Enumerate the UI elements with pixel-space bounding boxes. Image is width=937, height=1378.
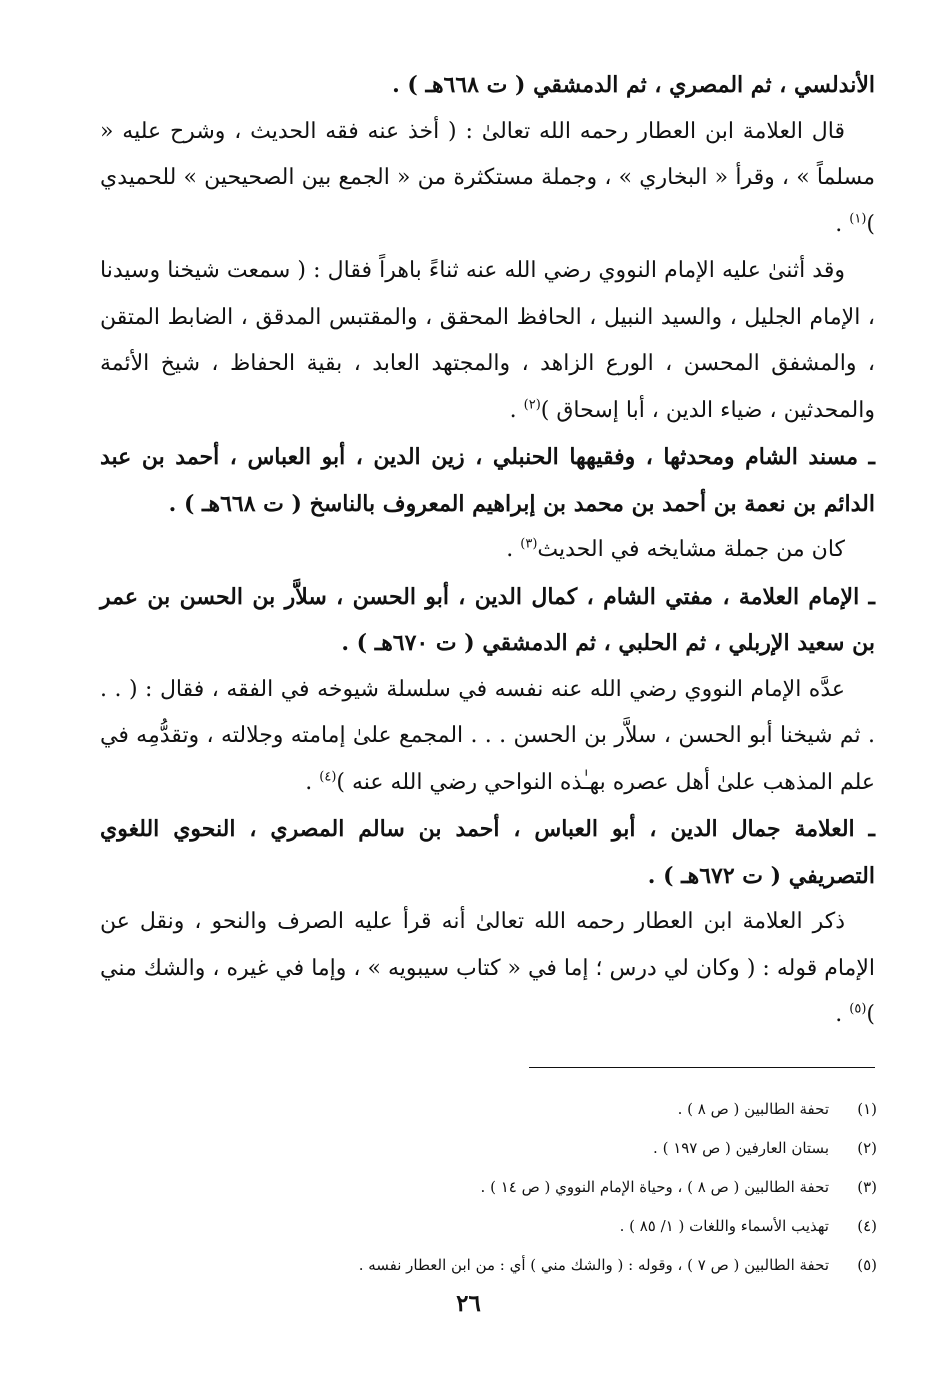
footnote-number: (٢): [857, 1139, 877, 1157]
paragraph-4: [100, 434, 875, 527]
paragraph-2: [100, 109, 875, 249]
footnote-ref-5[interactable]: (٥): [849, 1001, 867, 1017]
paragraph-9-end: .: [835, 1002, 850, 1027]
paragraph-7-end: .: [305, 769, 320, 795]
paragraph-5-text: كان من جملة مشايخه في الحديث: [537, 537, 845, 562]
footnote-4: [277, 1207, 877, 1246]
paragraph-2-text: قال العلامة ابن العطار رحمه الله تعالىٰ : ( أخذ عنه فقه الحديث ، وشرح عليه « مسلماً » ، وقرأ « البخاري » ، وجملة مستكثرة من « الجمع بين الصحيحين » للحميدي ): [100, 118, 875, 237]
paragraph-7: [100, 667, 875, 807]
footnote-text: بستان العارفين ( ص ١٩٧ ) .: [653, 1139, 829, 1157]
paragraph-5: [100, 527, 875, 574]
footnote-3: [277, 1168, 877, 1207]
paragraph-8-text: ـ العلامة جمال الدين ، أبو العباس ، أحمد بن سالم المصري ، النحوي اللغوي التصريفي ( ت ٦٧٢هـ ) .: [100, 816, 875, 889]
footnote-number: (١): [857, 1100, 877, 1118]
footnote-2: [277, 1129, 877, 1168]
footnote-ref-2[interactable]: (٢): [523, 397, 541, 413]
paragraph-6-text: ـ الإمام العلامة ، مفتي الشام ، كمال الدين ، أبو الحسن ، سلاَّر بن الحسن بن عمر بن سعيد الإربلي ، ثم الحلبي ، ثم الدمشقي ( ت ٦٧٠هـ ) .: [100, 583, 875, 656]
paragraph-3-end: .: [509, 397, 524, 423]
paragraph-7-text: عدَّه الإمام النووي رضي الله عنه نفسه في سلسلة شيوخه في الفقه ، فقال : ( . . . ثم شيخنا أبو الحسن ، سلاَّر بن الحسن . . . المجمع علىٰ إمامته وجلالته ، وتقدُّمِه في علم المذهب علىٰ أهل عصره بهـٰذه النواحي رضي الله عنه ): [100, 676, 875, 795]
paragraph-3: [100, 248, 875, 434]
paragraph-2-end: .: [835, 211, 850, 237]
paragraph-9-text: ذكر العلامة ابن العطار رحمه الله تعالىٰ أنه قرأ عليه الصرف والنحو ، ونقل عن الإمام قوله : ( وكان لي درس ؛ إما في « كتاب سيبويه » ، وإما في غيره ، والشك مني ): [100, 909, 875, 1027]
footnote-text: تهذيب الأسماء واللغات ( ١/ ٨٥ ) .: [619, 1217, 829, 1235]
footnote-ref-1[interactable]: (١): [849, 211, 867, 227]
footnotes: [277, 1090, 877, 1285]
footnote-text: تحفة الطالبين ( ص ٨ ) .: [677, 1100, 829, 1118]
paragraph-9: [100, 899, 875, 1039]
paragraph-1: [100, 62, 875, 109]
footnote-ref-4[interactable]: (٤): [319, 769, 337, 785]
paragraph-1-text: الأندلسي ، ثم المصري ، ثم الدمشقي ( ت ٦٦٨هـ ) .: [392, 72, 875, 98]
paragraph-5-end: .: [506, 537, 521, 562]
footnote-number: (٣): [857, 1178, 877, 1196]
footnote-number: (٤): [857, 1217, 877, 1235]
footnote-5: [277, 1246, 877, 1285]
footnote-text: تحفة الطالبين ( ص ٨ ) ، وحياة الإمام النووي ( ص ١٤ ) .: [480, 1178, 829, 1196]
paragraph-8: [100, 806, 875, 899]
footnote-divider: [529, 1067, 875, 1068]
footnote-text: تحفة الطالبين ( ص ٧ ) ، وقوله : ( والشك مني ) أي : من ابن العطار نفسه .: [358, 1256, 829, 1274]
page-body: [100, 62, 875, 1039]
paragraph-6: [100, 574, 875, 667]
footnote-1: [277, 1090, 877, 1129]
footnote-number: (٥): [857, 1256, 877, 1274]
paragraph-4-text: ـ مسند الشام ومحدثها ، وفقيهها الحنبلي ، زين الدين ، أبو العباس ، أحمد بن عبد الدائم بن نعمة بن أحمد بن محمد بن إبراهيم المعروف بالناسخ ( ت ٦٦٨هـ ) .: [100, 444, 875, 517]
footnote-ref-3[interactable]: (٣): [520, 536, 538, 552]
page-number: ٢٦: [456, 1290, 481, 1317]
paragraph-3-text: وقد أثنىٰ عليه الإمام النووي رضي الله عنه ثناءً باهراً فقال : ( سمعت شيخنا وسيدنا ، الإمام الجليل ، والسيد النبيل ، الحافظ المحقق ، والمقتبس المدقق ، الضابط المتقن ، والمشفق المحسن ، الورع الزاهد ، والمجتهد العابد ، بقية الحفاظ ، شيخ الأئمة والمحدثين ، ضياء الدين ، أبا إسحاق ): [100, 258, 875, 423]
